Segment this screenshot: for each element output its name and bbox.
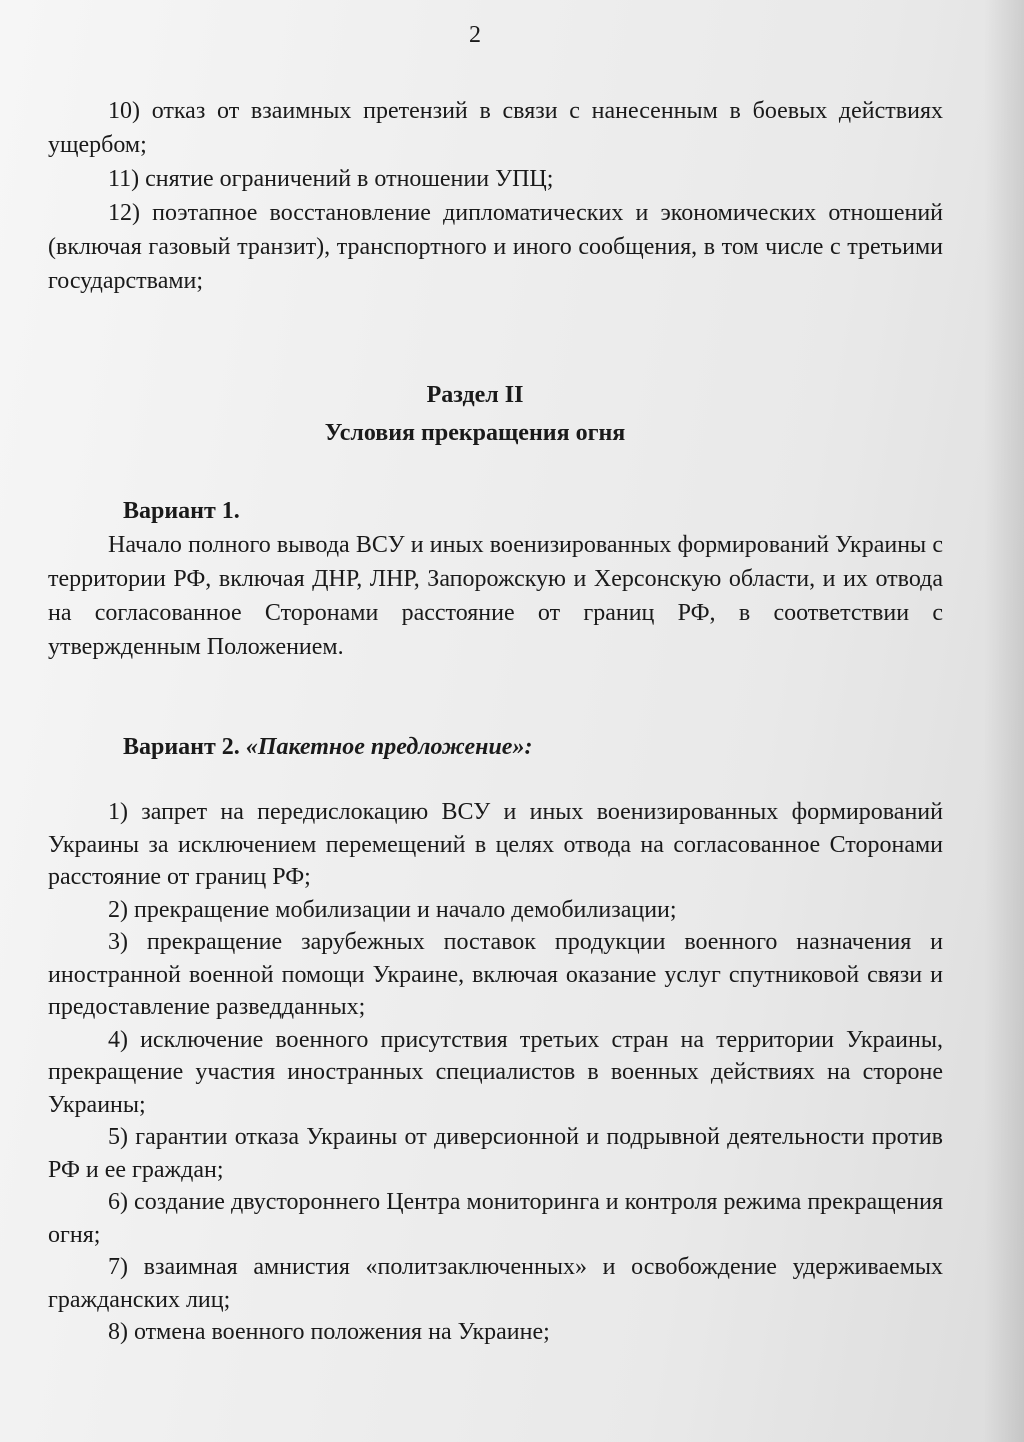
variant2-items-block bbox=[48, 796, 943, 1349]
list-item: 11) снятие ограничений в отношении УПЦ; bbox=[108, 166, 554, 192]
section-title: Условия прекращения огня bbox=[324, 420, 626, 446]
page-shadow bbox=[984, 0, 1024, 1442]
list-item: 6) создание двустороннего Центра мониторинга и контроля режима прекращения огня; bbox=[48, 1189, 943, 1248]
list-item: 3) прекращение зарубежных поставок продукции военного назначения и иностранной военной помощи Украине, включая оказание услуг спутниковой связи и предоставление разведданных; bbox=[48, 929, 943, 1020]
variant2-title: Вариант 2. bbox=[123, 734, 240, 760]
variant2-title-line bbox=[48, 730, 943, 764]
page-number: 2 bbox=[469, 22, 481, 48]
list-item: 10) отказ от взаимных претензий в связи с нанесенным в боевых действиях ущербом; bbox=[48, 98, 943, 158]
top-items-block bbox=[48, 94, 943, 298]
variant1-block bbox=[48, 494, 943, 664]
variant2-subtitle: «Пакетное предложение»: bbox=[245, 734, 533, 760]
list-item: 2) прекращение мобилизации и начало демобилизации; bbox=[108, 896, 677, 923]
list-item: 5) гарантии отказа Украины от диверсионной и подрывной деятельности против РФ и ее граждан; bbox=[48, 1124, 943, 1183]
variant1-text: Начало полного вывода ВСУ и иных военизированных формирований Украины с территории РФ, включая ДНР, ЛНР, Запорожскую и Херсонскую области, и их отвода на согласованное Сторонами расстояние от границ РФ, в соответствии с утвержденным Положением. bbox=[48, 532, 943, 660]
section-label: Раздел II bbox=[426, 382, 524, 408]
variant2-heading bbox=[48, 730, 943, 764]
list-item: 4) исключение военного присутствия третьих стран на территории Украины, прекращение участия иностранных специалистов в военных действиях на стороне Украины; bbox=[48, 1026, 943, 1118]
list-item: 7) взаимная амнистия «политзаключенных» и освобождение удерживаемых гражданских лиц; bbox=[48, 1254, 943, 1313]
list-item: 12) поэтапное восстановление дипломатических и экономических отношений (включая газовый транзит), транспортного и иного сообщения, в том числе с третьими государствами; bbox=[48, 200, 943, 294]
variant1-title: Вариант 1. bbox=[123, 498, 240, 524]
list-item: 1) запрет на передислокацию ВСУ и иных военизированных формирований Украины за исключением перемещений в целях отвода на согласованное Сторонами расстояние от границ РФ; bbox=[48, 799, 943, 890]
list-item: 8) отмена военного положения на Украине; bbox=[108, 1319, 550, 1345]
